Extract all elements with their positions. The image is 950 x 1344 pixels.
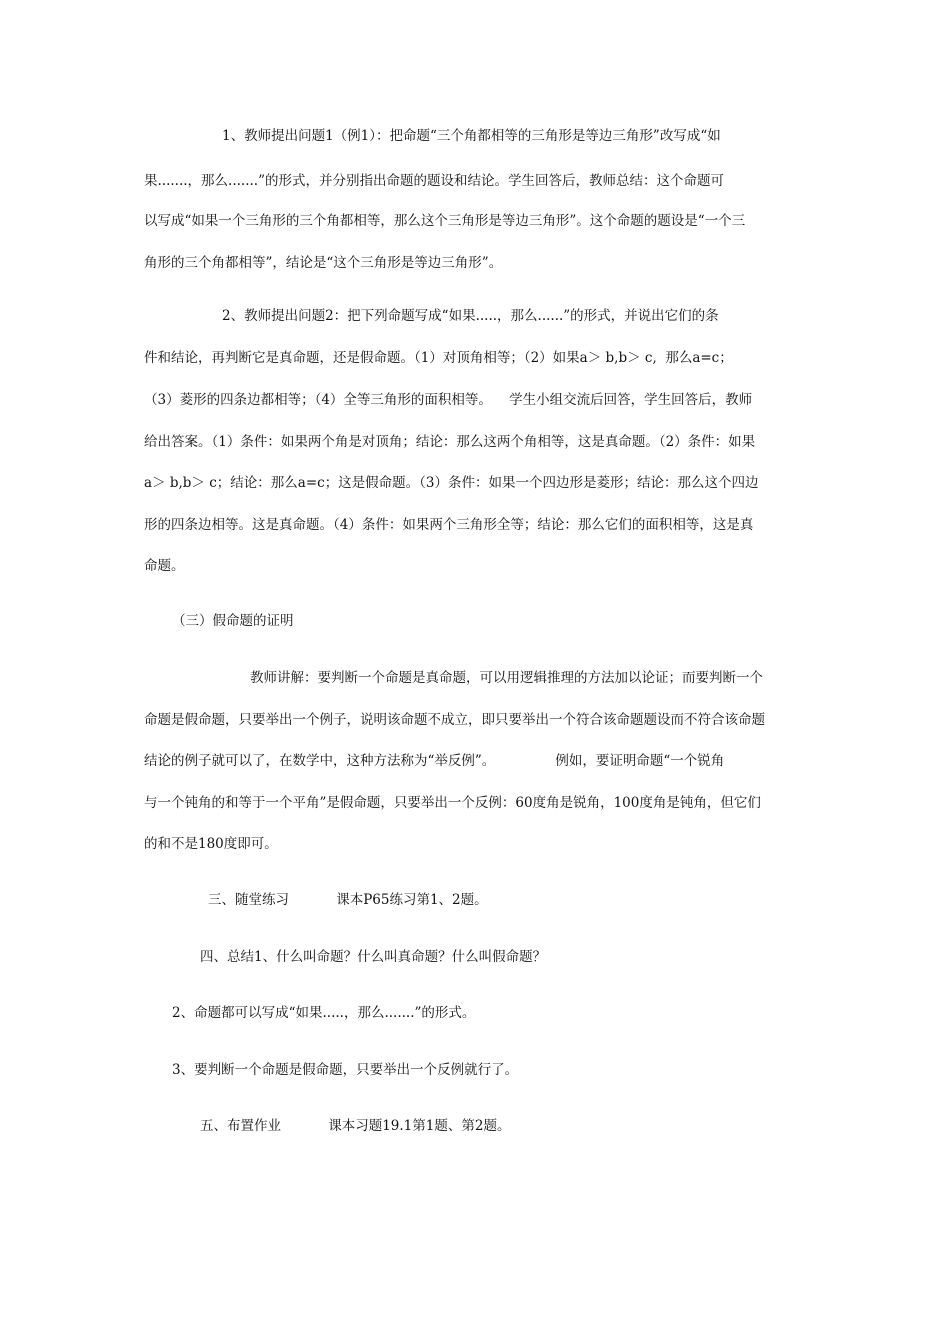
para3-line4: 与一个钝角的和等于一个平角”是假命题，只要举出一个反例：60度角是锐角，100度角是钝角，但它们 [144, 795, 761, 811]
para1-line3: 以写成“如果一个三角形的三个角都相等，那么这个三角形是等边三角形”。这个命题的题设是“一个三 [144, 213, 746, 229]
para3-line2: 命题是假命题，只要举出一个例子，说明该命题不成立，即只要举出一个符合该命题题设而不符合该命题 [144, 712, 765, 728]
summary-line2: 2、命题都可以写成“如果.....，那么.......”的形式。 [172, 1005, 476, 1021]
para2-line6: 形的四条边相等。这是真命题。（4）条件：如果两个三角形全等；结论：那么它们的面积相等，这是真 [144, 517, 754, 533]
para2-line4: 给出答案。（1）条件：如果两个角是对顶角；结论：那么这两个角相等，这是真命题。（2）条件：如果 [144, 434, 756, 450]
summary-line3: 3、要判断一个命题是假命题，只要举出一个反例就行了。 [172, 1062, 519, 1078]
para3-line3: 结论的例子就可以了，在数学中，这种方法称为“举反例”。 例如，要证明命题“一个锐角 [144, 753, 725, 769]
para2-line1: 2、教师提出问题2：把下列命题写成“如果.....，那么......”的形式，并说出它们的条 [222, 308, 719, 324]
para1-line1: 1、教师提出问题1（例1）：把命题“三个角都相等的三角形是等边三角形”改写成“如 [222, 128, 721, 144]
section-heading-false-proposition: （三）假命题的证明 [172, 613, 294, 629]
para3-line5: 的和不是180度即可。 [144, 836, 278, 852]
homework-line: 五、布置作业 课本习题19.1第1题、第2题。 [200, 1118, 511, 1134]
para2-line3: （3）菱形的四条边都相等；（4）全等三角形的面积相等。 学生小组交流后回答，学生回答后，教师 [144, 392, 753, 408]
practice-line: 三、随堂练习 课本P65练习第1、2题。 [208, 892, 488, 908]
para1-line4: 角形的三个角都相等”，结论是“这个三角形是等边三角形”。 [144, 255, 503, 271]
para3-line1: 教师讲解：要判断一个命题是真命题，可以用逻辑推理的方法加以论证；而要判断一个 [250, 670, 763, 686]
para2-line2: 件和结论，再判断它是真命题，还是假命题。（1）对顶角相等；（2）如果a＞ b,b＞ c, 那么a=c； [144, 350, 733, 366]
para1-line2: 果.......，那么.......”的形式，并分别指出命题的题设和结论。学生回答后，教师总结：这个命题可 [144, 173, 724, 189]
para2-line5: a＞ b,b＞ c；结论：那么a=c；这是假命题。（3）条件：如果一个四边形是菱形；结论：那么这个四边 [144, 475, 759, 491]
para2-line7: 命题。 [144, 558, 185, 574]
summary-line1: 四、总结1、什么叫命题？什么叫真命题？什么叫假命题？ [200, 949, 547, 965]
